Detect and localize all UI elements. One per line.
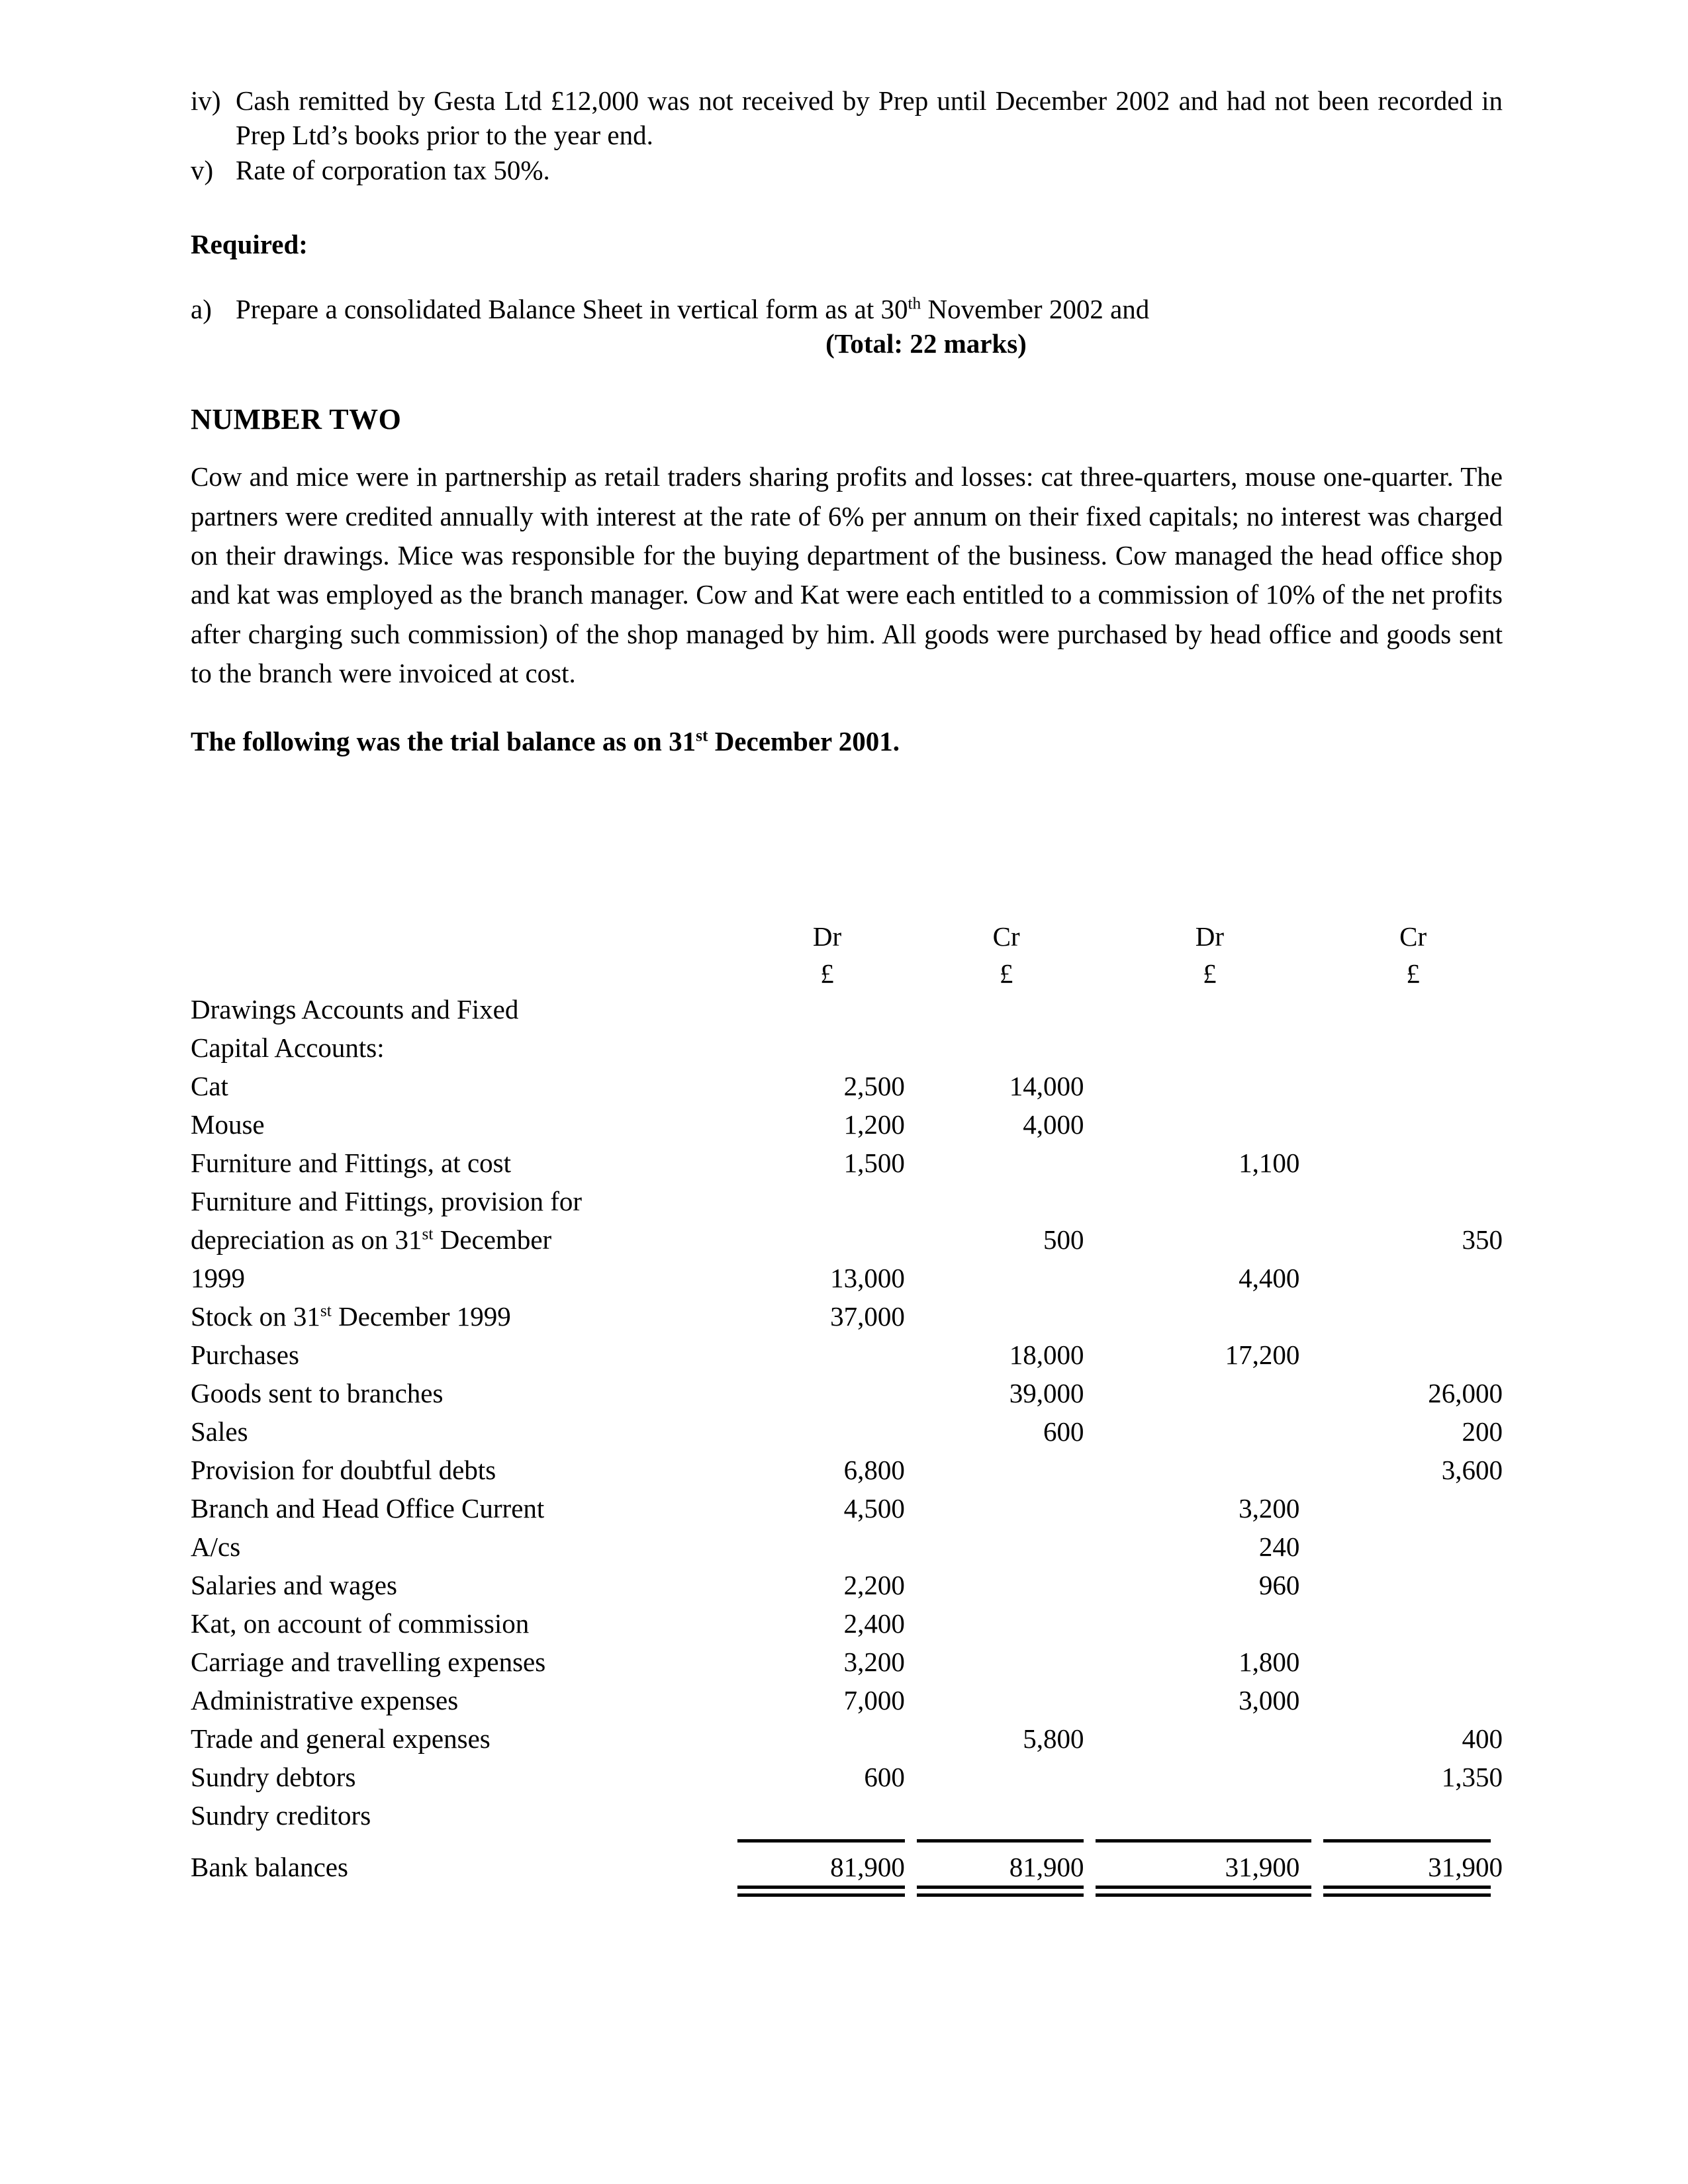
page-title: NUMBER TWO xyxy=(191,403,402,436)
row-value xyxy=(1323,1064,1503,1103)
row-value xyxy=(737,987,917,1026)
row-value xyxy=(1096,1103,1323,1141)
row-value xyxy=(1323,1525,1503,1563)
row-value xyxy=(1096,1371,1323,1410)
row-label: Branch and Head Office Current xyxy=(191,1493,545,1524)
double-rule-segment xyxy=(737,1884,917,1897)
row-value xyxy=(1323,987,1503,1026)
note-text-tail: was not received by Prep until December 2002 and had not been recorded in Prep Ltd’s books prior to the year end. xyxy=(236,85,1503,151)
row-value xyxy=(917,1448,1096,1486)
row-value: 4,400 xyxy=(1239,1263,1300,1293)
row-value: 26,000 xyxy=(1428,1378,1503,1408)
table-total-row xyxy=(191,1843,1503,1884)
list-marker: a) xyxy=(191,293,212,324)
row-label: Goods sent to branches xyxy=(191,1378,444,1408)
row-value xyxy=(1096,1410,1323,1448)
list-marker: v) xyxy=(191,154,214,185)
spacer xyxy=(191,361,1503,402)
row-value: 5,800 xyxy=(1023,1723,1084,1754)
row-value xyxy=(1323,1103,1503,1141)
row-value: 6,800 xyxy=(843,1455,905,1485)
table-row xyxy=(191,1755,1503,1794)
row-value: 14,000 xyxy=(1009,1071,1084,1101)
row-value xyxy=(1323,1295,1503,1333)
row-value xyxy=(1323,1026,1503,1064)
row-value xyxy=(1323,1794,1503,1832)
row-value: 39,000 xyxy=(1009,1378,1084,1408)
row-label: Carriage and travelling expenses xyxy=(191,1647,546,1677)
row-value: 3,000 xyxy=(1239,1685,1300,1715)
row-value: 3,200 xyxy=(1239,1493,1300,1524)
note-amount: £12,000 xyxy=(550,85,639,116)
rule-spacer xyxy=(191,1832,737,1843)
row-label: Sundry creditors xyxy=(191,1800,371,1831)
row-value: 2,400 xyxy=(843,1608,905,1639)
row-value xyxy=(737,1179,917,1218)
column-header-dr2: Dr xyxy=(1195,921,1225,952)
row-value xyxy=(1096,1602,1323,1640)
row-label: Provision for doubtful debts xyxy=(191,1455,496,1485)
row-value: 400 xyxy=(1462,1723,1503,1754)
currency-symbol-1: £ xyxy=(820,958,834,989)
total-value: 81,900 xyxy=(1009,1852,1084,1882)
row-value xyxy=(917,1179,1096,1218)
row-value xyxy=(737,1218,917,1256)
row-value xyxy=(917,1026,1096,1064)
list-item-text: Rate of corporation tax 50%. xyxy=(236,154,550,185)
row-label: Drawings Accounts and Fixed xyxy=(191,994,519,1024)
row-value: 4,500 xyxy=(843,1493,905,1524)
row-value xyxy=(917,1794,1096,1832)
currency-header-blank xyxy=(191,950,737,987)
table-row xyxy=(191,1717,1503,1755)
table-row xyxy=(191,1602,1503,1640)
required-text-lead: Prepare a consolidated Balance Sheet in vertical form as at 30 xyxy=(236,293,908,324)
spacer xyxy=(191,694,1503,724)
row-value xyxy=(917,1678,1096,1717)
row-label: Administrative expenses xyxy=(191,1685,459,1715)
ordinal-suffix: st xyxy=(320,1301,332,1320)
row-label: Sales xyxy=(191,1416,248,1447)
table-row xyxy=(191,1371,1503,1410)
row-value: 3,200 xyxy=(843,1647,905,1677)
row-label: Sundry debtors xyxy=(191,1762,356,1792)
list-item xyxy=(191,153,1503,187)
row-value xyxy=(1096,987,1323,1026)
row-label: depreciation as on 31st December xyxy=(191,1224,552,1255)
row-value xyxy=(737,1525,917,1563)
row-value xyxy=(1096,1295,1323,1333)
table-row xyxy=(191,987,1503,1026)
row-value xyxy=(917,1602,1096,1640)
row-value: 7,000 xyxy=(843,1685,905,1715)
rule-segment xyxy=(917,1832,1096,1843)
row-value: 37,000 xyxy=(830,1301,905,1332)
row-value: 2,200 xyxy=(843,1570,905,1600)
column-header-cr1: Cr xyxy=(992,921,1020,952)
row-value xyxy=(1096,1026,1323,1064)
table-row xyxy=(191,1525,1503,1563)
row-value: 13,000 xyxy=(830,1263,905,1293)
row-label: Salaries and wages xyxy=(191,1570,397,1600)
total-value: 31,900 xyxy=(1225,1852,1300,1882)
row-value: 960 xyxy=(1258,1570,1300,1600)
spacer xyxy=(191,261,1503,292)
row-label: Purchases xyxy=(191,1340,299,1370)
row-value: 600 xyxy=(864,1762,905,1792)
tb-intro-tail: December 2001. xyxy=(708,725,900,756)
required-heading: Required: xyxy=(191,229,308,260)
row-value xyxy=(737,1410,917,1448)
row-value xyxy=(1323,1602,1503,1640)
row-value xyxy=(917,1486,1096,1525)
list-item-text xyxy=(236,83,1503,153)
row-value xyxy=(1096,1179,1323,1218)
table-row xyxy=(191,1448,1503,1486)
row-value: 2,500 xyxy=(843,1071,905,1101)
row-value: 18,000 xyxy=(1009,1340,1084,1370)
row-value xyxy=(1096,1218,1323,1256)
row-value xyxy=(917,1141,1096,1179)
total-row-label: Bank balances xyxy=(191,1852,348,1882)
total-rule-top xyxy=(191,1832,1503,1843)
row-value xyxy=(917,1295,1096,1333)
list-marker: iv) xyxy=(191,85,221,116)
row-value xyxy=(917,1563,1096,1602)
required-item xyxy=(191,292,1503,326)
currency-symbol-3: £ xyxy=(1203,958,1217,989)
notes-list xyxy=(191,83,1503,187)
table-header-row xyxy=(191,915,1503,950)
row-value: 600 xyxy=(1043,1416,1084,1447)
row-value xyxy=(917,1256,1096,1295)
row-value xyxy=(737,1333,917,1371)
row-value: 1,350 xyxy=(1441,1762,1503,1792)
table-row xyxy=(191,1179,1503,1218)
row-value: 1,100 xyxy=(1239,1148,1300,1178)
total-rule-bottom xyxy=(191,1884,1503,1897)
double-rule-segment xyxy=(917,1884,1096,1897)
row-label: 1999 xyxy=(191,1263,245,1293)
row-value xyxy=(917,1640,1096,1678)
row-value xyxy=(1323,1141,1503,1179)
table-row xyxy=(191,1103,1503,1141)
row-label: Mouse xyxy=(191,1109,265,1140)
row-value xyxy=(917,1525,1096,1563)
tb-intro-lead: The following was the trial balance as on 31 xyxy=(191,725,696,756)
row-value xyxy=(1323,1678,1503,1717)
row-value: 1,800 xyxy=(1239,1647,1300,1677)
row-label: Trade and general expenses xyxy=(191,1723,491,1754)
row-value xyxy=(737,1794,917,1832)
rule-segment xyxy=(737,1832,917,1843)
row-label: Kat, on account of commission xyxy=(191,1608,530,1639)
table-row xyxy=(191,1064,1503,1103)
ordinal-suffix: st xyxy=(696,726,708,745)
table-row xyxy=(191,1410,1503,1448)
row-value xyxy=(1096,1717,1323,1755)
rule-segment xyxy=(1096,1832,1323,1843)
row-value: 4,000 xyxy=(1023,1109,1084,1140)
row-value xyxy=(1323,1256,1503,1295)
required-item-text xyxy=(236,292,1503,326)
row-value xyxy=(917,1755,1096,1794)
row-label: Capital Accounts: xyxy=(191,1032,385,1063)
currency-symbol-2: £ xyxy=(999,958,1013,989)
table-row xyxy=(191,1141,1503,1179)
spacer xyxy=(191,187,1503,228)
table-row xyxy=(191,1026,1503,1064)
column-header-blank xyxy=(191,915,737,950)
note-text-lead: Cash remitted by Gesta Ltd xyxy=(236,85,551,116)
row-value: 350 xyxy=(1462,1224,1503,1255)
row-value: 1,500 xyxy=(843,1148,905,1178)
page-content xyxy=(191,83,1503,759)
list-item xyxy=(191,83,1503,153)
rule-spacer xyxy=(191,1884,737,1897)
row-value: 500 xyxy=(1043,1224,1084,1255)
table-row xyxy=(191,1678,1503,1717)
row-value: 17,200 xyxy=(1225,1340,1300,1370)
row-value xyxy=(1096,1064,1323,1103)
ordinal-suffix: th xyxy=(908,293,921,312)
row-value: 200 xyxy=(1462,1416,1503,1447)
spacer xyxy=(191,437,1503,457)
row-value xyxy=(737,1371,917,1410)
row-label: Furniture and Fittings, at cost xyxy=(191,1148,511,1178)
required-text-tail: November 2002 and xyxy=(921,293,1150,324)
table-row xyxy=(191,1333,1503,1371)
table-row xyxy=(191,1563,1503,1602)
table-row xyxy=(191,1486,1503,1525)
row-value xyxy=(1096,1794,1323,1832)
row-value xyxy=(737,1717,917,1755)
trial-balance-intro xyxy=(191,724,1503,759)
row-value xyxy=(1323,1333,1503,1371)
table-row xyxy=(191,1218,1503,1256)
row-value xyxy=(1323,1640,1503,1678)
row-value xyxy=(917,987,1096,1026)
question-paragraph: Cow and mice were in partnership as retail traders sharing profits and losses: cat three-quarters, mouse one-quarter. The partners were credited annually with interest at the rate of 6% per annum on their fixed capitals; no interest was charged on their drawings. Mice was responsible for the buying department of the business. Cow managed the head office shop and kat was employed as the branch manager. Cow and Kat were each entitled to a commission of 10% of the net profits after charging such commission) of the shop managed by him. All goods were purchased by head office and goods sent to the branch were invoiced at cost. xyxy=(191,461,1503,689)
row-value: 240 xyxy=(1258,1531,1300,1562)
double-rule-segment xyxy=(1096,1884,1323,1897)
currency-symbol-4: £ xyxy=(1406,958,1420,989)
double-rule-segment xyxy=(1323,1884,1503,1897)
total-value: 81,900 xyxy=(830,1852,905,1882)
row-label: Cat xyxy=(191,1071,228,1101)
row-value xyxy=(1096,1755,1323,1794)
row-label: Furniture and Fittings, provision for xyxy=(191,1186,583,1216)
table-body xyxy=(191,987,1503,1897)
trial-balance-table xyxy=(191,915,1503,1897)
column-header-dr1: Dr xyxy=(812,921,842,952)
table-row xyxy=(191,1794,1503,1832)
row-value xyxy=(1096,1448,1323,1486)
table-currency-row xyxy=(191,950,1503,987)
row-label: Stock on 31st December 1999 xyxy=(191,1301,511,1332)
table-row xyxy=(191,1295,1503,1333)
total-marks: (Total: 22 marks) xyxy=(825,328,1027,359)
row-value xyxy=(1323,1486,1503,1525)
table-row xyxy=(191,1256,1503,1295)
table-row xyxy=(191,1640,1503,1678)
rule-segment xyxy=(1323,1832,1503,1843)
row-value xyxy=(737,1026,917,1064)
row-value xyxy=(1323,1179,1503,1218)
row-value xyxy=(1323,1563,1503,1602)
total-value: 31,900 xyxy=(1428,1852,1503,1882)
row-value: 1,200 xyxy=(843,1109,905,1140)
column-header-cr2: Cr xyxy=(1399,921,1427,952)
row-value: 3,600 xyxy=(1441,1455,1503,1485)
ordinal-suffix: st xyxy=(422,1224,434,1244)
row-label: A/cs xyxy=(191,1531,241,1562)
